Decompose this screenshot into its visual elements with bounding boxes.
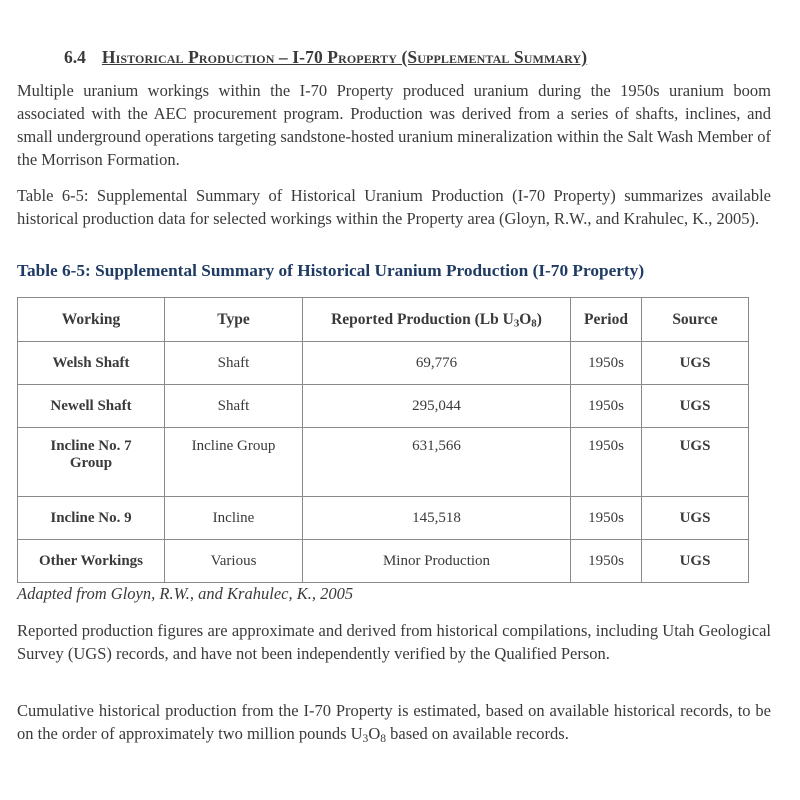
cell-source: UGS [642,540,749,583]
intro-paragraph: Multiple uranium workings within the I-70 Property produced uranium during the 1950s uranium boom associated with the AEC procurement program. Production was derived from a series of shafts, inclines, and small underground operations targeting sandstone-hosted uranium mineralization within the Salt Wash Member of the Morrison Formation. [17,81,771,169]
cell-working: Newell Shaft [18,385,165,428]
cell-type: Incline [165,497,303,540]
production-table-container [17,297,749,583]
header-period: Period [571,298,642,342]
cell-type: Shaft [165,385,303,428]
header-production: Reported Production (Lb $U_3O_8$) [303,298,571,342]
production-table [17,297,749,583]
approximation-note-paragraph: Reported production figures are approximate and derived from historical compilations, including Utah Geological Survey (UGS) records, and have not been independently verified by the Qualified Person. [17,621,771,663]
cell-period: 1950s [571,342,642,385]
cell-working [18,428,165,497]
table-row [18,540,749,583]
cell-production: Minor Production [303,540,571,583]
table-row [18,385,749,428]
table-row [18,428,749,497]
header-working: Working [18,298,165,342]
cell-working-line2: Group [69,455,113,471]
cell-working-line1: Incline No. 7 [50,438,132,454]
cell-working: Incline No. 9 [18,497,165,540]
header-type: Type [165,298,303,342]
cell-type: Various [165,540,303,583]
cell-working: Welsh Shaft [18,342,165,385]
cell-working: Other Workings [18,540,165,583]
cell-production: 631,566 [303,428,571,497]
cell-period: 1950s [571,385,642,428]
cell-period: 1950s [571,497,642,540]
table-source-note: Adapted from Gloyn, R.W., and Krahulec, K., 2005 [17,584,354,603]
table-reference-paragraph: Table 6-5: Supplemental Summary of Historical Uranium Production (I-70 Property) summarizes available historical production data for selected workings within the Property area (Gloyn, R.W., and Krahulec, K., 2005). [17,186,771,228]
header-source: Source [642,298,749,342]
cell-production: 295,044 [303,385,571,428]
cell-type: Incline Group [165,428,303,497]
cell-period: 1950s [571,428,642,497]
section-heading [64,47,587,68]
cell-production: 69,776 [303,342,571,385]
section-title: Historical Production – I-70 Property (Supplemental Summary) [101,47,588,67]
section-number: 6.4 [64,47,86,67]
table-header-row [18,298,749,342]
cell-source: UGS [642,385,749,428]
cell-source: UGS [642,342,749,385]
table-caption: Table 6-5: Supplemental Summary of Historical Uranium Production (I-70 Property) [17,261,645,280]
cell-source: UGS [642,497,749,540]
cell-production: 145,518 [303,497,571,540]
table-row [18,342,749,385]
cell-period: 1950s [571,540,642,583]
cell-type: Shaft [165,342,303,385]
cumulative-production-paragraph: Cumulative historical production from the I-70 Property is estimated, based on available historical records, to be on the order of approximately two million pounds $U_3O_8$ based on available records. [17,701,771,745]
cell-source: UGS [642,428,749,497]
table-row [18,497,749,540]
